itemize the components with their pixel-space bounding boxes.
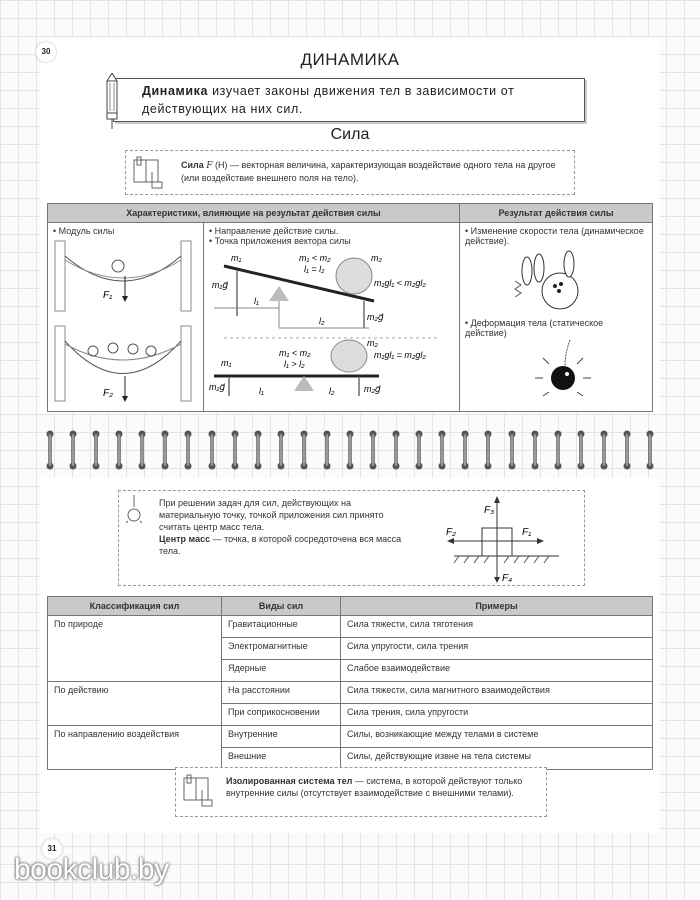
class-header-category: Классификация сил: [48, 597, 222, 616]
spiral-ring: [577, 430, 585, 470]
class-kind-cell: Внешние: [222, 748, 341, 770]
class-category-cell: По действию: [48, 682, 222, 726]
class-example-cell: Силы, возникающие между телами в системе: [341, 726, 653, 748]
seesaw-top-cond1: m₁ < m₂: [299, 253, 331, 263]
item-dynamic: • Изменение скорости тела (динамическое действие).: [465, 226, 647, 246]
seesaw-bottom-cond1: m₁ < m₂: [279, 348, 311, 358]
spiral-ring: [231, 430, 239, 470]
seesaw-top-f2: m₂g⃗: [367, 312, 384, 322]
class-kind-cell: Ядерные: [222, 660, 341, 682]
spiral-ring: [161, 430, 169, 470]
force-table-header-1: Характеристики, влияющие на результат действия силы: [48, 204, 460, 223]
force-table-cell-magnitude: [48, 223, 204, 412]
spiral-ring: [415, 430, 423, 470]
page-title: ДИНАМИКА: [300, 50, 400, 69]
item-static: • Деформация тела (статическое действие): [465, 318, 647, 338]
spiral-ring: [46, 430, 54, 470]
force-text: — векторная величина, характеризующая воздействие одного тела на другое (или воздействие внешнего поля на тело).: [181, 160, 556, 183]
spiral-ring: [208, 430, 216, 470]
force-symbol: F: [206, 161, 213, 171]
hammock-label-f1: F₁: [103, 290, 113, 301]
class-example-cell: Сила тяжести, сила тяготения: [341, 616, 653, 638]
spiral-binding: [40, 430, 660, 470]
seesaw-top-m1: m₁: [231, 253, 242, 263]
center-mass-diagram: [424, 493, 564, 585]
seesaw-top-f1: m₁g⃗: [212, 280, 229, 290]
pencil-icon: [106, 73, 118, 129]
spiral-ring: [277, 430, 285, 470]
class-kind-cell: Внутренние: [222, 726, 341, 748]
spiral-ring: [369, 430, 377, 470]
class-example-cell: Сила трения, сила упругости: [341, 704, 653, 726]
spiral-ring: [484, 430, 492, 470]
force-label-f3: F₃: [484, 505, 495, 516]
seesaw-top-l1: l₁: [254, 296, 259, 306]
class-header-examples: Примеры: [341, 597, 653, 616]
seesaw-top-m2: m₂: [371, 253, 382, 263]
page-number-top: 30: [36, 42, 56, 62]
spiral-ring: [554, 430, 562, 470]
spiral-ring: [531, 430, 539, 470]
definition-box: [113, 78, 585, 122]
spiral-ring: [254, 430, 262, 470]
seesaw-top-cond2: l₁ = l₂: [304, 264, 325, 274]
table-row: [48, 616, 653, 638]
center-mass-text1: При решении задач для сил, действующих на материальную точку, точкой приложения сил принято считать центр масс тела.: [159, 498, 384, 532]
force-term: Сила: [181, 160, 204, 170]
book-hand-icon: [182, 774, 218, 808]
spiral-ring: [69, 430, 77, 470]
center-mass-text2: — точка, в которой сосредоточена вся масса тела.: [159, 534, 402, 556]
item-direction: • Направление действие силы.: [209, 226, 454, 236]
spiral-ring: [600, 430, 608, 470]
spiral-ring: [392, 430, 400, 470]
page-number-bottom: 31: [42, 839, 62, 859]
definition-term: Динамика: [142, 84, 209, 98]
book-hand-icon: [132, 156, 168, 190]
watermark: bookclub.by: [14, 853, 169, 886]
spiral-ring: [184, 430, 192, 470]
force-table-cell-result: [460, 223, 653, 412]
item-magnitude: • Модуль силы: [53, 226, 198, 236]
seesaw-top-result: m₁gl₁ < m₂gl₂: [374, 278, 426, 288]
hammock-figure: [53, 236, 193, 406]
force-note: [125, 150, 575, 195]
hammock-label-f2: F₂: [103, 388, 113, 399]
spiral-ring: [92, 430, 100, 470]
seesaw-bottom-f1: m₁g⃗: [209, 382, 226, 392]
force-effect-table: [47, 203, 653, 412]
spiral-ring: [323, 430, 331, 470]
seesaw-bottom-l1: l₁: [259, 386, 264, 396]
class-category-cell: По направлению воздействия: [48, 726, 222, 770]
seesaw-bottom-m2: m₂: [367, 338, 378, 348]
table-row: [48, 682, 653, 704]
spiral-ring: [346, 430, 354, 470]
spiral-ring: [300, 430, 308, 470]
class-example-cell: Сила упругости, сила трения: [341, 638, 653, 660]
center-mass-note: [118, 490, 585, 586]
spiral-ring: [115, 430, 123, 470]
center-mass-term: Центр масс: [159, 534, 211, 544]
seesaw-bottom-l2: l₂: [329, 386, 335, 396]
force-label-f4: F₄: [502, 573, 513, 584]
bomb-icon: [465, 338, 645, 398]
seesaw-bottom-f2: m₂g⃗: [364, 384, 381, 394]
isolated-system-note: [175, 767, 547, 817]
class-example-cell: Сила тяжести, сила магнитного взаимодействия: [341, 682, 653, 704]
class-example-cell: Слабое взаимодействие: [341, 660, 653, 682]
class-kind-cell: На расстоянии: [222, 682, 341, 704]
lightbulb-icon: [125, 495, 143, 529]
classification-table: [47, 596, 653, 770]
force-table-header-2: Результат действия силы: [460, 204, 653, 223]
bowling-icon: [465, 246, 645, 316]
force-table-cell-direction: [204, 223, 460, 412]
class-kind-cell: Гравитационные: [222, 616, 341, 638]
section-subtitle: Сила: [330, 126, 370, 143]
spiral-ring: [623, 430, 631, 470]
force-label-f1: F₁: [522, 527, 532, 538]
seesaw-top-l2: l₂: [319, 316, 325, 326]
item-point: • Точка приложения вектора силы: [209, 236, 454, 246]
class-kind-cell: Электромагнитные: [222, 638, 341, 660]
spiral-ring: [646, 430, 654, 470]
seesaw-bottom-cond2: l₁ > l₂: [284, 359, 305, 369]
force-unit: (Н): [215, 160, 228, 170]
force-label-f2: F₂: [446, 527, 456, 538]
spiral-ring: [508, 430, 516, 470]
isolated-term: Изолированная система тел: [226, 776, 353, 786]
isolated-text: — система, в которой действуют только внутренние силы (отсутствует взаимодействие с внешними телами).: [226, 776, 523, 798]
spiral-ring: [461, 430, 469, 470]
definition-text: изучает законы движения тел в зависимости от действующих на них сил.: [142, 84, 515, 116]
seesaw-figure: [209, 246, 454, 396]
class-category-cell: По природе: [48, 616, 222, 682]
seesaw-bottom-result: m₁gl₁ = m₂gl₂: [374, 350, 426, 360]
seesaw-bottom-m1: m₁: [221, 358, 232, 368]
class-kind-cell: При соприкосновении: [222, 704, 341, 726]
class-header-kind: Виды сил: [222, 597, 341, 616]
spiral-ring: [138, 430, 146, 470]
spiral-ring: [438, 430, 446, 470]
table-row: [48, 726, 653, 748]
class-example-cell: Силы, действующие извне на тела системы: [341, 748, 653, 770]
